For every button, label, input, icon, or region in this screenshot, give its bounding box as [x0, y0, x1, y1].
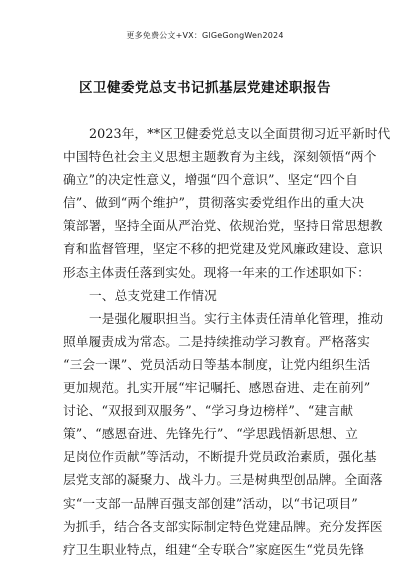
paragraph-line: 形态主体责任落到实处。现将一年来的工作述职如下： — [63, 264, 370, 280]
document-body — [63, 122, 391, 561]
paragraph-line: “三会一课”、党员活动日等基本制度，让党内组织生活 — [63, 356, 371, 372]
paragraph-line: 实“一支部一品牌百强支部创建”活动，以“书记项目” — [63, 495, 358, 511]
paragraph-line: 育和监督管理，坚定不移的把党建及党风廉政建设、意识 — [63, 241, 383, 257]
paragraph-line: 策”、“感恩奋进、先锋先行”、“学思践悟新思想、立 — [63, 426, 358, 442]
paragraph-line: 一是强化履职担当。实行主体责任清单化管理，推动 — [89, 310, 384, 326]
paragraph-line: 层党支部的凝聚力、战斗力。三是树典型创品牌。全面落 — [63, 472, 383, 488]
header-promo-note: 更多免费公文+VX：GlGeGongWen2024 — [126, 31, 284, 40]
paragraph-line: 中国特色社会主义思想主题教育为主线，深刻领悟“两个 — [63, 149, 377, 165]
paragraph-line: 足岗位作贡献”等活动，不断提升党员政治素质，强化基 — [63, 449, 377, 465]
paragraph-line: 照单履责成为常态。二是持续推动学习教育。严格落实 — [63, 333, 370, 349]
paragraph-line: 讨论、“双报到双服务”、“学习身边榜样”、“建言献 — [63, 403, 353, 419]
paragraph-line: 疗卫生职业特点，组建“全专联合”家庭医生“党员先锋 — [63, 541, 365, 557]
document-title: 区卫健委党总支书记抓基层党建述职报告 — [79, 80, 331, 96]
paragraph-line: 更加规范。扎实开展“牢记嘱托、感恩奋进、走在前列” — [63, 380, 371, 396]
paragraph-line: 策部署，坚持全面从严治党、依规治党，坚持日常思想教 — [63, 218, 383, 234]
paragraph-line: 为抓手，结合各支部实际制定特色党建品牌。充分发挥医 — [63, 518, 383, 534]
paragraph-line: 确立”的决定性意义，增强“四个意识”、坚定“四个自 — [63, 172, 358, 188]
paragraph-line: 信”、做到“两个维护”，贯彻落实委党组作出的重大决 — [63, 195, 365, 211]
paragraph-line: 2023年，**区卫健委党总支以全面贯彻习近平新时代 — [89, 126, 391, 141]
section-heading: 一、总支党建工作情况 — [89, 287, 217, 303]
